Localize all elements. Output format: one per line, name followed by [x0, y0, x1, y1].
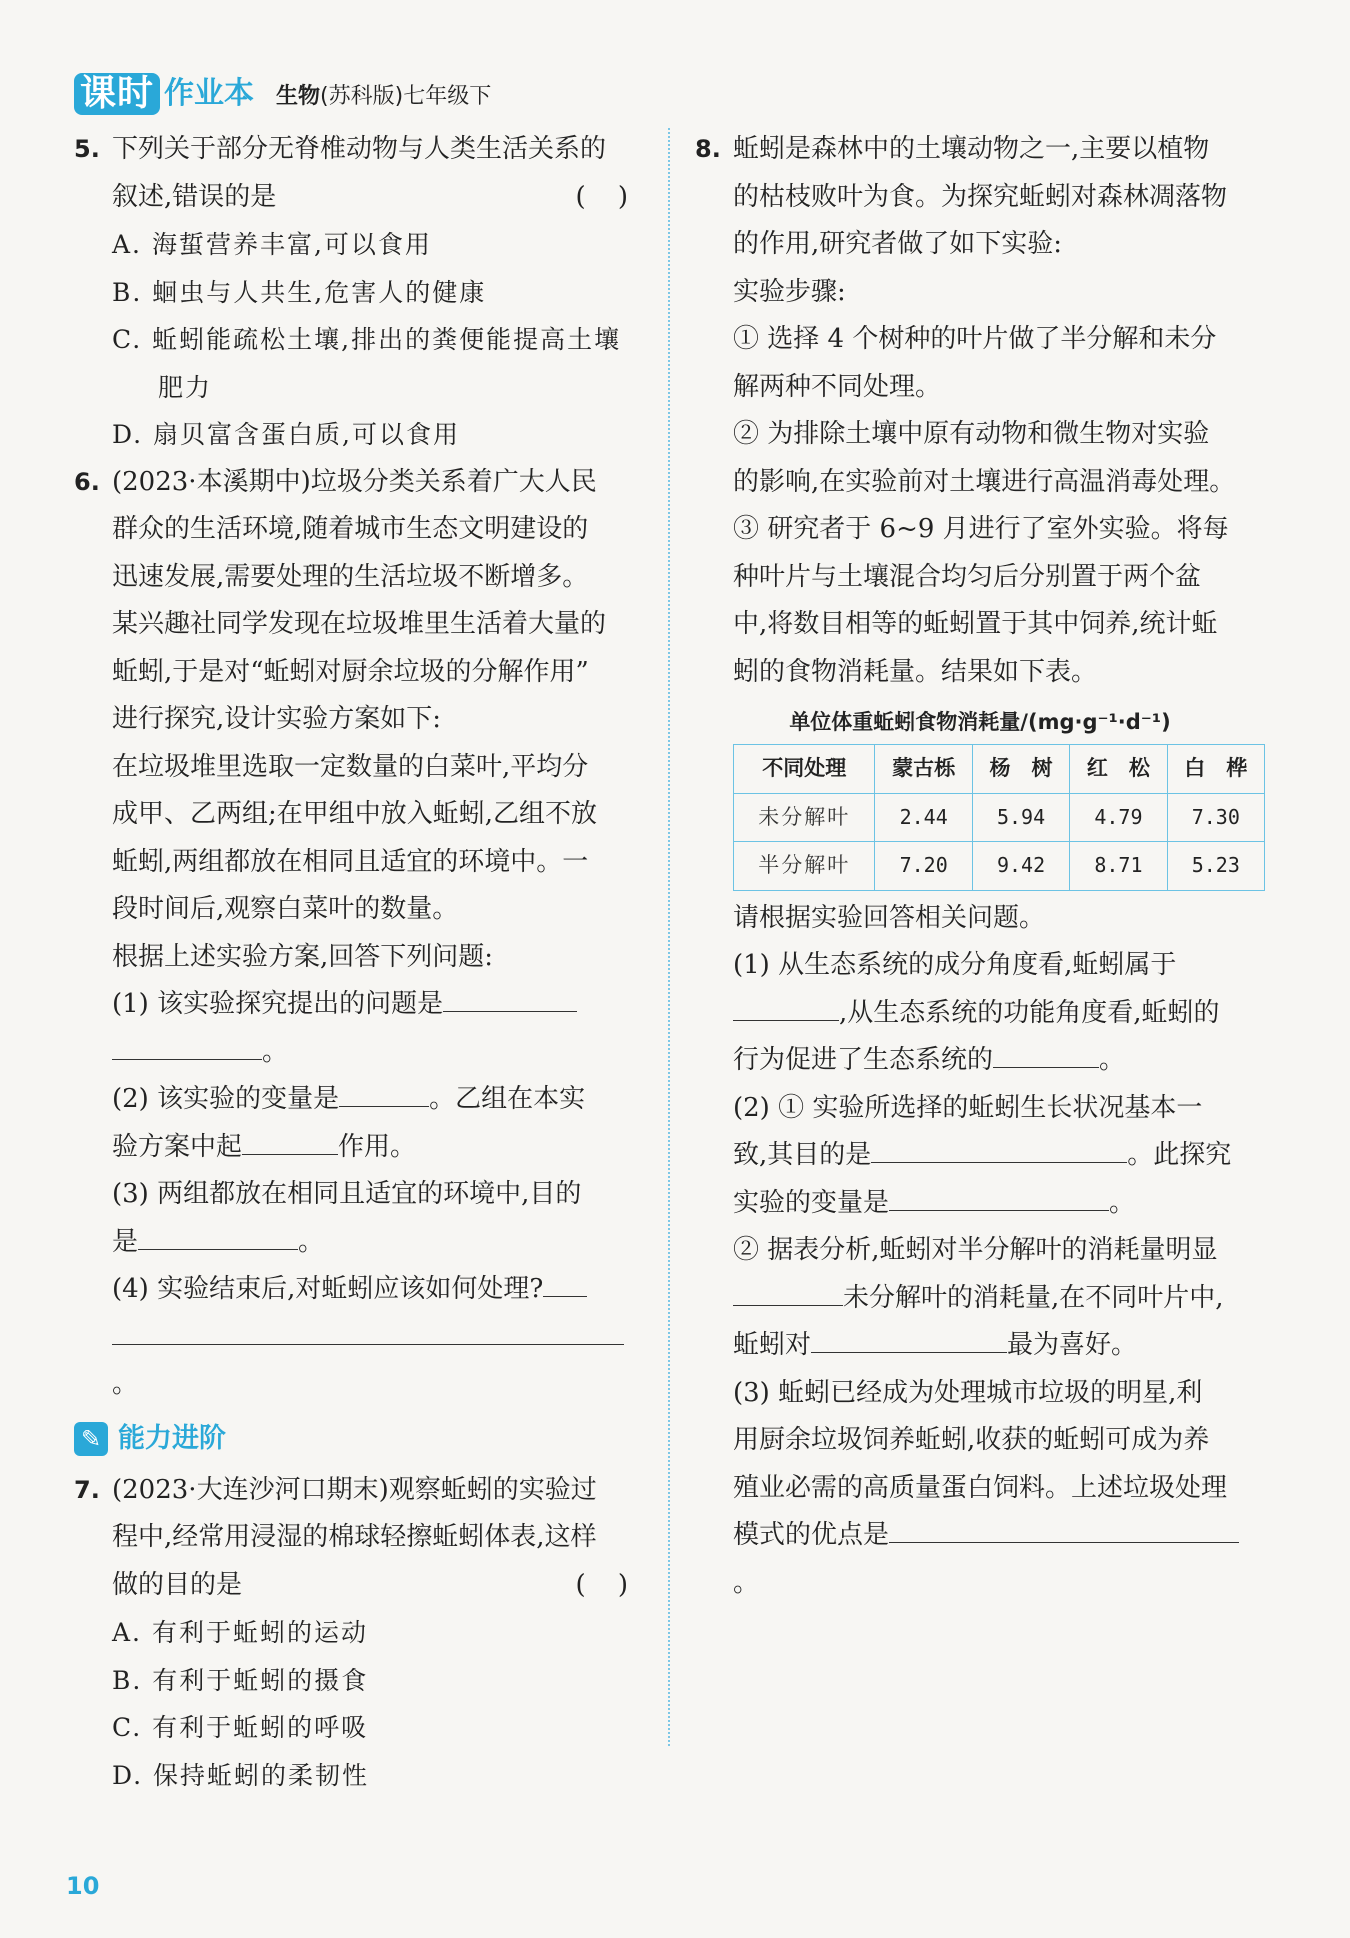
table-header-row: [734, 745, 1265, 794]
answer-blank[interactable]: [543, 1266, 587, 1297]
section-title: 能力进阶: [118, 1422, 226, 1454]
answer-blank[interactable]: [871, 1132, 1127, 1163]
table-cell: 5.94: [972, 793, 1069, 842]
question-text-line: 的作用,研究者做了如下实验:: [733, 229, 1063, 259]
sub-question-text: 。乙组在本实: [429, 1084, 586, 1114]
answer-blank[interactable]: [443, 981, 577, 1012]
table-header-cell: 红 松: [1070, 745, 1167, 794]
answer-blank[interactable]: [811, 1322, 1007, 1353]
sub-question-text: 。: [112, 1369, 139, 1399]
sub-question-1-continued: [733, 1037, 1265, 1085]
sub-question-2-part-2-continued: [733, 1322, 1265, 1370]
question-number: 7.: [74, 1475, 100, 1504]
sub-question-text: 是: [112, 1226, 139, 1257]
experiment-step-3-continued: 蚓的食物消耗量。结果如下表。: [733, 656, 1098, 687]
series-logo-text: 作业本: [164, 76, 255, 111]
question-text-line: 段时间后,观察白菜叶的数量。: [112, 894, 459, 924]
answer-parenthesis: ( ): [575, 181, 640, 212]
question-text-line: 程中,经常用浸湿的棉球轻擦蚯蚓体表,这样: [112, 1522, 597, 1552]
table-cell: 7.20: [875, 842, 972, 891]
answer-blank[interactable]: [733, 1275, 843, 1306]
sub-question-text: (4) 实验结束后,对蚯蚓应该如何处理?: [112, 1274, 544, 1304]
sub-question-3-continued: 用厨余垃圾饲养蚯蚓,收获的蚯蚓可成为养: [733, 1425, 1210, 1455]
option-a: A. 有利于蚯蚓的运动: [112, 1618, 368, 1647]
table-row-label: 未分解叶: [734, 793, 875, 842]
experiment-step-2-continued: 的影响,在实验前对土壤进行高温消毒处理。: [733, 466, 1236, 497]
sub-question-2: (2) ① 实验所选择的蚯蚓生长状况基本一: [733, 1092, 1203, 1123]
question-stem-line: [112, 174, 646, 222]
sub-question-3-continued: 殖业必需的高质量蛋白饲料。上述垃圾处理: [733, 1472, 1228, 1503]
sub-question-text: 验方案中起: [112, 1131, 243, 1162]
question-text-line: 蚯蚓,于是对“蚯蚓对厨余垃圾的分解作用”: [112, 656, 589, 687]
experiment-step-3: ③ 研究者于 6~9 月进行了室外实验。将每: [733, 514, 1229, 544]
question-text-line: 在垃圾堆里选取一定数量的白菜叶,平均分: [112, 751, 589, 782]
question-text-line: 根据上述实验方案,回答下列问题:: [112, 941, 494, 972]
answer-blank[interactable]: [733, 990, 839, 1021]
table-cell: 4.79: [1070, 793, 1167, 842]
question-8: [695, 126, 1265, 696]
section-heading: [74, 1415, 646, 1463]
sub-question-text: 作用。: [338, 1131, 417, 1162]
answer-blank[interactable]: [339, 1076, 429, 1107]
subject-name: 生物: [276, 83, 321, 109]
option-b: B. 蛔虫与人共生,危害人的健康: [112, 277, 487, 307]
sub-question-text: 致,其目的是: [733, 1140, 872, 1170]
sub-question-1-continued: [112, 1029, 646, 1077]
table-header-cell: 蒙古栎: [875, 745, 972, 794]
sub-question-text: 。此探究: [1127, 1140, 1232, 1170]
sub-question-2-continued: [733, 1180, 1265, 1228]
table-header-cell: 白 桦: [1167, 745, 1264, 794]
option-c: C. 蚯蚓能疏松土壤,排出的粪便能提高土壤: [112, 325, 622, 354]
question-number: 8.: [695, 135, 721, 163]
option-a: A. 海蜇营养丰富,可以食用: [112, 230, 432, 259]
left-column: [74, 126, 646, 1799]
consumption-table: [733, 744, 1265, 891]
question-5: [74, 126, 646, 221]
table-cell: 2.44: [875, 793, 972, 842]
sub-question-3: (3) 蚯蚓已经成为处理城市垃圾的明星,利: [733, 1377, 1203, 1408]
answer-blank[interactable]: [138, 1219, 298, 1250]
question-text-line: 蚯蚓,两组都放在相同且适宜的环境中。一: [112, 846, 589, 877]
sub-question-4: [112, 1266, 646, 1314]
sub-question-text: (1) 该实验探究提出的问题是: [112, 989, 444, 1019]
sub-question-text: ,从生态系统的功能角度看,蚯蚓的: [839, 997, 1220, 1028]
answer-blank[interactable]: [889, 1180, 1109, 1211]
sub-question-3: (3) 两组都放在相同且适宜的环境中,目的: [112, 1179, 582, 1209]
experiment-step-1: ① 选择 4 个树种的叶片做了半分解和未分: [733, 324, 1217, 354]
edition-grade: (苏科版)七年级下: [320, 83, 492, 109]
question-text-line: 某兴趣社同学发现在垃圾堆里生活着大量的: [112, 609, 607, 639]
sub-question-text: 实验的变量是: [733, 1187, 890, 1218]
question-7: [74, 1467, 646, 1610]
answer-blank[interactable]: [112, 1314, 624, 1345]
sub-question-2: [112, 1076, 646, 1124]
question-text-line: 进行探究,设计实验方案如下:: [112, 704, 442, 734]
option-c-continued: 肥力: [158, 372, 213, 402]
option-b: B. 有利于蚯蚓的摄食: [112, 1665, 369, 1695]
option-d: D. 扇贝富含蛋白质,可以食用: [112, 420, 460, 449]
right-column: [695, 126, 1265, 1607]
question-text-line: 群众的生活环境,随着城市生态文明建设的: [112, 514, 589, 544]
sub-question-text: 。: [1099, 1045, 1126, 1075]
question-8-subquestions: [695, 895, 1265, 1608]
question-6: [74, 459, 646, 1409]
series-logo-badge: 课时: [74, 73, 160, 115]
table-row: [734, 793, 1265, 842]
sub-question-2-part-2-continued: [733, 1275, 1265, 1323]
option-d: D. 保持蚯蚓的柔韧性: [112, 1760, 370, 1790]
answer-parenthesis: ( ): [575, 1569, 640, 1600]
table-row-label: 半分解叶: [734, 842, 875, 891]
sub-question-4-continued: [112, 1314, 646, 1409]
answer-blank[interactable]: [889, 1512, 1239, 1543]
question-text-line: (2023·大连沙河口期末)观察蚯蚓的实验过: [112, 1474, 597, 1505]
sub-question-text: 。: [298, 1226, 325, 1257]
sub-question-2-part-2: ② 据表分析,蚯蚓对半分解叶的消耗量明显: [733, 1235, 1218, 1265]
question-text-line: 迅速发展,需要处理的生活垃圾不断增多。: [112, 561, 589, 592]
sub-question-1-continued: [733, 990, 1265, 1038]
table-header-cell: 杨 树: [972, 745, 1069, 794]
question-text-line: 做的目的是: [112, 1569, 243, 1600]
table-cell: 8.71: [1070, 842, 1167, 891]
question-stem-line: [112, 1562, 646, 1610]
sub-question-text: 。: [1109, 1187, 1136, 1218]
table-caption: 单位体重蚯蚓食物消耗量/(mg·g⁻¹·d⁻¹): [789, 710, 1171, 734]
table-header-cell: 不同处理: [734, 745, 875, 794]
question-text-line: 实验步骤:: [733, 276, 846, 307]
sub-question-text: 最为喜好。: [1007, 1330, 1138, 1360]
sub-question-text: 未分解叶的消耗量,在不同叶片中,: [843, 1282, 1224, 1313]
sub-question-3-continued: [112, 1219, 646, 1267]
question-text-line: 请根据实验回答相关问题。: [733, 902, 1046, 933]
column-divider: [668, 128, 670, 1746]
experiment-step-1-continued: 解两种不同处理。: [733, 371, 942, 402]
sub-question-1: [112, 981, 646, 1029]
option-c: C. 有利于蚯蚓的呼吸: [112, 1713, 369, 1742]
question-text-line: 的枯枝败叶为食。为探究蚯蚓对森林凋落物: [733, 181, 1228, 212]
sub-question-text: 模式的优点是: [733, 1520, 890, 1550]
table-cell: 5.23: [1167, 842, 1264, 891]
experiment-step-3-continued: 中,将数目相等的蚯蚓置于其中饲养,统计蚯: [733, 609, 1218, 639]
question-stem: 叙述,错误的是: [112, 181, 277, 212]
answer-blank[interactable]: [112, 1029, 262, 1060]
sub-question-text: 行为促进了生态系统的: [733, 1045, 994, 1075]
page-header: [74, 72, 491, 116]
answer-blank[interactable]: [993, 1037, 1099, 1068]
sub-question-1: (1) 从生态系统的成分角度看,蚯蚓属于: [733, 950, 1177, 980]
question-text-line: (2023·本溪期中)垃圾分类关系着广大人民: [112, 466, 597, 497]
sub-question-2-continued: [112, 1124, 646, 1172]
question-text-line: 蚯蚓是森林中的土壤动物之一,主要以植物: [733, 134, 1210, 164]
sub-question-3-continued: [733, 1512, 1265, 1607]
sub-question-text: (2) 该实验的变量是: [112, 1084, 340, 1114]
question-text-line: 成甲、乙两组;在甲组中放入蚯蚓,乙组不放: [112, 799, 598, 829]
experiment-step-3-continued: 种叶片与土壤混合均匀后分别置于两个盆: [733, 561, 1202, 592]
table-cell: 9.42: [972, 842, 1069, 891]
table-cell: 7.30: [1167, 793, 1264, 842]
question-stem: 下列关于部分无脊椎动物与人类生活关系的: [112, 134, 607, 164]
sub-question-2-continued: [733, 1132, 1265, 1180]
sub-question-text: 。: [733, 1567, 760, 1598]
question-number: 5.: [74, 135, 100, 163]
subject-label: [276, 79, 491, 110]
pencil-icon: ✎: [74, 1422, 108, 1456]
experiment-step-2: ② 为排除土壤中原有动物和微生物对实验: [733, 419, 1210, 449]
question-number: 6.: [74, 467, 100, 496]
answer-blank[interactable]: [242, 1124, 338, 1155]
sub-question-text: 。: [262, 1036, 289, 1067]
sub-question-text: 蚯蚓对: [733, 1330, 812, 1360]
page-number: 10: [66, 1872, 100, 1900]
table-row: [734, 842, 1265, 891]
